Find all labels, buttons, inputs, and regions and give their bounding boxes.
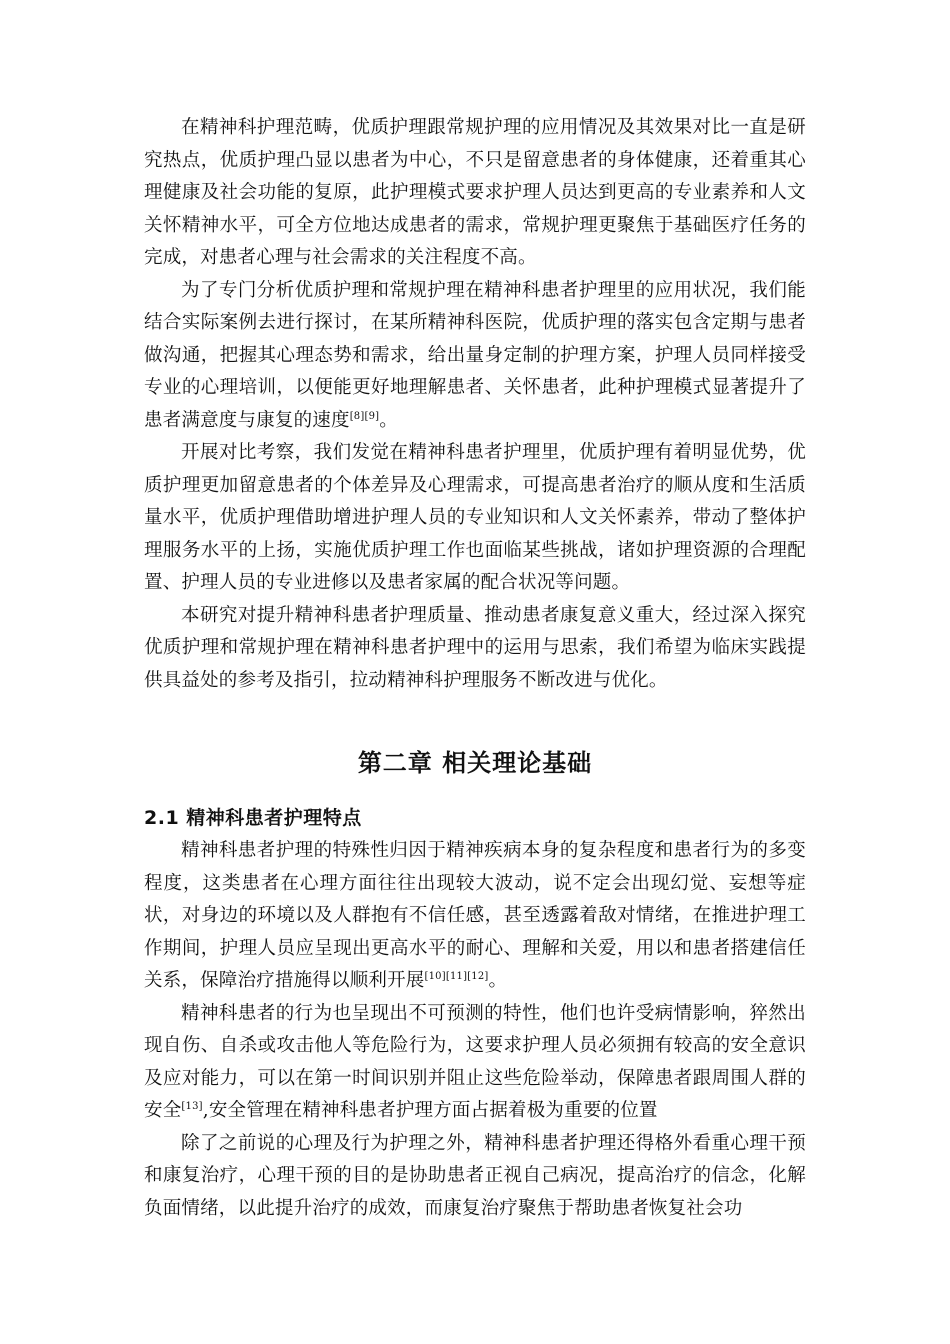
body-paragraph-7: [144, 1128, 806, 1226]
body-paragraph-1: [144, 112, 806, 275]
body-paragraph-6: [144, 998, 806, 1128]
citation-ref: [10][11][12]: [424, 970, 489, 982]
paragraph-tail: 。: [488, 970, 508, 991]
paragraph-text: 在精神科护理范畴，优质护理跟常规护理的应用情况及其效果对比一直是研究热点，优质护理凸显以患者为中心，不只是留意患者的身体健康，还着重其心理健康及社会功能的复原，此护理模式要求护理人员达到更高的专业素养和人文关怀精神水平，可全方位地达成患者的需求，常规护理更聚焦于基础医疗任务的完成，对患者心理与社会需求的关注程度不高。: [144, 117, 806, 268]
paragraph-text: 除了之前说的心理及行为护理之外，精神科患者护理还得格外看重心理干预和康复治疗，心理干预的目的是协助患者正视自己病况，提高治疗的信念，化解负面情绪，以此提升治疗的成效，而康复治疗聚焦于帮助患者恢复社会功: [144, 1132, 806, 1219]
section-title: 2.1 精神科患者护理特点: [144, 807, 362, 829]
citation-ref: [8][9]: [349, 410, 380, 422]
body-paragraph-3: [144, 437, 806, 600]
body-paragraph-4: [144, 600, 806, 698]
paragraph-tail: ,安全管理在精神科患者护理方面占据着极为重要的位置: [202, 1100, 658, 1121]
paragraph-text: 本研究对提升精神科患者护理质量、推动患者康复意义重大，经过深入探究优质护理和常规护理在精神科患者护理中的运用与思索，我们希望为临床实践提供具益处的参考及指引，拉动精神科护理服务不断改进与优化。: [144, 604, 806, 691]
paragraph-text: 开展对比考察，我们发觉在精神科患者护理里，优质护理有着明显优势，优质护理更加留意患者的个体差异及心理需求，可提高患者治疗的顺从度和生活质量水平，优质护理借助增进护理人员的专业知识和人文关怀素养，带动了整体护理服务水平的上扬，实施优质护理工作也面临某些挑战，诸如护理资源的合理配置、护理人员的专业进修以及患者家属的配合状况等问题。: [144, 442, 806, 593]
document-page: [144, 112, 806, 1225]
paragraph-tail: 。: [379, 409, 398, 431]
paragraph-text: 为了专门分析优质护理和常规护理在精神科患者护理里的应用状况，我们能结合实际案例去进行探讨，在某所精神科医院，优质护理的落实包含定期与患者做沟通，把握其心理态势和需求，给出量身定制的护理方案，护理人员同样接受专业的心理培训，以便能更好地理解患者、关怀患者，此种护理模式显著提升了患者满意度与康复的速度: [144, 279, 806, 431]
body-paragraph-2: [144, 275, 806, 438]
paragraph-text: 精神科患者的行为也呈现出不可预测的特性，他们也许受病情影响，猝然出现自伤、自杀或攻击他人等危险行为，这要求护理人员必须拥有较高的安全意识及应对能力，可以在第一时间识别并阻止这些危险举动，保障患者跟周围人群的安全: [144, 1002, 806, 1121]
body-paragraph-5: [144, 835, 806, 998]
chapter-title: 第二章 相关理论基础: [357, 749, 593, 777]
paragraph-text: 精神科患者护理的特殊性归因于精神疾病本身的复杂程度和患者行为的多变程度，这类患者在心理方面往往出现较大波动，说不定会出现幻觉、妄想等症状，对身边的环境以及人群抱有不信任感，甚至透露着敌对情绪，在推进护理工作期间，护理人员应呈现出更高水平的耐心、理解和关爱，用以和患者搭建信任关系，保障治疗措施得以顺利开展: [144, 840, 806, 991]
citation-ref: [13]: [181, 1100, 203, 1112]
